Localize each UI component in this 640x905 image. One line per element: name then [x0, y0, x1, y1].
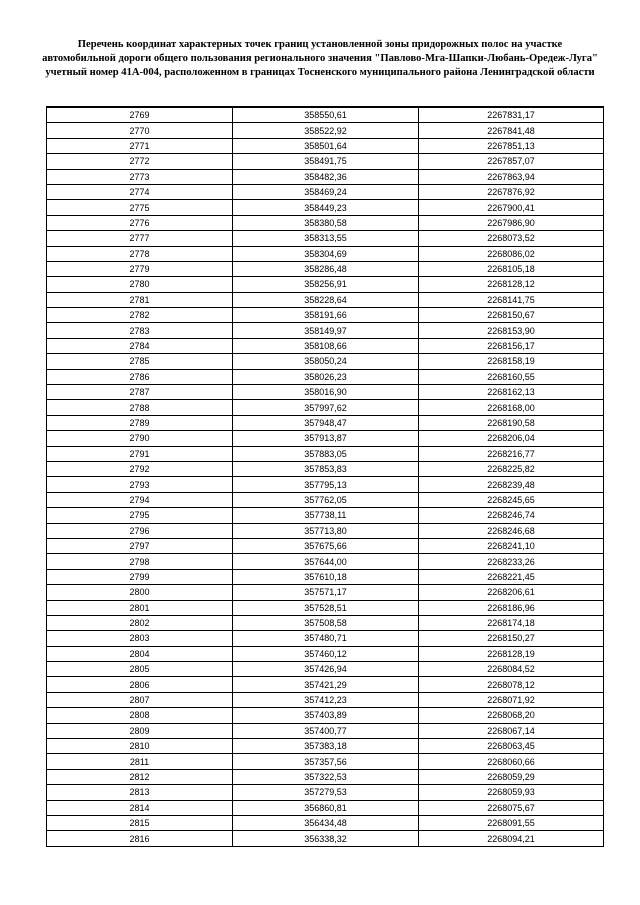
table-row — [47, 400, 604, 415]
table-row — [47, 431, 604, 446]
y-coordinate-cell: 2267857,07 — [419, 154, 604, 169]
table-row — [47, 554, 604, 569]
point-number-cell: 2774 — [47, 184, 233, 199]
x-coordinate-cell: 358016,90 — [233, 385, 419, 400]
point-number-cell: 2816 — [47, 831, 233, 846]
point-number-cell: 2803 — [47, 631, 233, 646]
table-row — [47, 631, 604, 646]
table-row — [47, 754, 604, 769]
point-number-cell: 2807 — [47, 692, 233, 707]
y-coordinate-cell: 2268246,74 — [419, 508, 604, 523]
point-number-cell: 2790 — [47, 431, 233, 446]
x-coordinate-cell: 357883,05 — [233, 446, 419, 461]
table-row — [47, 323, 604, 338]
table-row — [47, 677, 604, 692]
y-coordinate-cell: 2268141,75 — [419, 292, 604, 307]
x-coordinate-cell: 357357,56 — [233, 754, 419, 769]
table-row — [47, 369, 604, 384]
x-coordinate-cell: 358286,48 — [233, 261, 419, 276]
table-row — [47, 123, 604, 138]
point-number-cell: 2815 — [47, 815, 233, 830]
point-number-cell: 2776 — [47, 215, 233, 230]
x-coordinate-cell: 356434,48 — [233, 815, 419, 830]
point-number-cell: 2772 — [47, 154, 233, 169]
point-number-cell: 2782 — [47, 308, 233, 323]
table-row — [47, 723, 604, 738]
point-number-cell: 2806 — [47, 677, 233, 692]
point-number-cell: 2798 — [47, 554, 233, 569]
point-number-cell: 2773 — [47, 169, 233, 184]
point-number-cell: 2793 — [47, 477, 233, 492]
point-number-cell: 2778 — [47, 246, 233, 261]
point-number-cell: 2794 — [47, 492, 233, 507]
y-coordinate-cell: 2268206,61 — [419, 585, 604, 600]
x-coordinate-cell: 357383,18 — [233, 739, 419, 754]
y-coordinate-cell: 2268150,27 — [419, 631, 604, 646]
x-coordinate-cell: 358304,69 — [233, 246, 419, 261]
x-coordinate-cell: 358522,92 — [233, 123, 419, 138]
x-coordinate-cell: 358491,75 — [233, 154, 419, 169]
y-coordinate-cell: 2268246,68 — [419, 523, 604, 538]
table-row — [47, 800, 604, 815]
x-coordinate-cell: 357795,13 — [233, 477, 419, 492]
y-coordinate-cell: 2268206,04 — [419, 431, 604, 446]
y-coordinate-cell: 2268150,67 — [419, 308, 604, 323]
point-number-cell: 2804 — [47, 646, 233, 661]
x-coordinate-cell: 357913,87 — [233, 431, 419, 446]
point-number-cell: 2785 — [47, 354, 233, 369]
x-coordinate-cell: 358228,64 — [233, 292, 419, 307]
y-coordinate-cell: 2268174,18 — [419, 615, 604, 630]
x-coordinate-cell: 358026,23 — [233, 369, 419, 384]
x-coordinate-cell: 357412,23 — [233, 692, 419, 707]
y-coordinate-cell: 2268075,67 — [419, 800, 604, 815]
y-coordinate-cell: 2268186,96 — [419, 600, 604, 615]
document-title: Перечень координат характерных точек границ установленной зоны придорожных полос на участке автомобильной дороги общего пользования регионального значения "Павлово-Мга-Шапки-Любань-Оредеж-Луга" учетный номер 41А-004, расположенном в границах Тосненского муниципального района Ленинградской области — [42, 39, 598, 78]
y-coordinate-cell: 2268059,29 — [419, 769, 604, 784]
point-number-cell: 2792 — [47, 461, 233, 476]
y-coordinate-cell: 2268086,02 — [419, 246, 604, 261]
y-coordinate-cell: 2268060,66 — [419, 754, 604, 769]
point-number-cell: 2809 — [47, 723, 233, 738]
table-row — [47, 646, 604, 661]
x-coordinate-cell: 357853,83 — [233, 461, 419, 476]
y-coordinate-cell: 2268071,92 — [419, 692, 604, 707]
point-number-cell: 2811 — [47, 754, 233, 769]
x-coordinate-cell: 357426,94 — [233, 662, 419, 677]
x-coordinate-cell: 357997,62 — [233, 400, 419, 415]
table-row — [47, 277, 604, 292]
table-row — [47, 215, 604, 230]
y-coordinate-cell: 2268059,93 — [419, 785, 604, 800]
x-coordinate-cell: 356338,32 — [233, 831, 419, 846]
y-coordinate-cell: 2267863,94 — [419, 169, 604, 184]
point-number-cell: 2810 — [47, 739, 233, 754]
table-row — [47, 739, 604, 754]
point-number-cell: 2791 — [47, 446, 233, 461]
y-coordinate-cell: 2268078,12 — [419, 677, 604, 692]
y-coordinate-cell: 2268063,45 — [419, 739, 604, 754]
y-coordinate-cell: 2268158,19 — [419, 354, 604, 369]
table-row — [47, 231, 604, 246]
x-coordinate-cell: 357948,47 — [233, 415, 419, 430]
x-coordinate-cell: 358482,36 — [233, 169, 419, 184]
coordinates-table — [46, 106, 604, 847]
x-coordinate-cell: 357571,17 — [233, 585, 419, 600]
x-coordinate-cell: 357528,51 — [233, 600, 419, 615]
x-coordinate-cell: 357508,58 — [233, 615, 419, 630]
point-number-cell: 2805 — [47, 662, 233, 677]
point-number-cell: 2799 — [47, 569, 233, 584]
point-number-cell: 2787 — [47, 385, 233, 400]
table-row — [47, 508, 604, 523]
table-row — [47, 184, 604, 199]
table-row — [47, 769, 604, 784]
y-coordinate-cell: 2268105,18 — [419, 261, 604, 276]
coordinates-table-body — [47, 107, 604, 846]
table-row — [47, 523, 604, 538]
table-row — [47, 692, 604, 707]
point-number-cell: 2813 — [47, 785, 233, 800]
point-number-cell: 2796 — [47, 523, 233, 538]
x-coordinate-cell: 357480,71 — [233, 631, 419, 646]
x-coordinate-cell: 358501,64 — [233, 138, 419, 153]
y-coordinate-cell: 2268128,12 — [419, 277, 604, 292]
x-coordinate-cell: 358380,58 — [233, 215, 419, 230]
point-number-cell: 2800 — [47, 585, 233, 600]
y-coordinate-cell: 2268068,20 — [419, 708, 604, 723]
x-coordinate-cell: 357322,53 — [233, 769, 419, 784]
x-coordinate-cell: 356860,81 — [233, 800, 419, 815]
table-row — [47, 538, 604, 553]
point-number-cell: 2780 — [47, 277, 233, 292]
table-row — [47, 415, 604, 430]
table-row — [47, 569, 604, 584]
table-row — [47, 600, 604, 615]
y-coordinate-cell: 2268084,52 — [419, 662, 604, 677]
point-number-cell: 2777 — [47, 231, 233, 246]
y-coordinate-cell: 2268241,10 — [419, 538, 604, 553]
table-row — [47, 785, 604, 800]
table-row — [47, 138, 604, 153]
point-number-cell: 2769 — [47, 107, 233, 123]
y-coordinate-cell: 2267986,90 — [419, 215, 604, 230]
point-number-cell: 2771 — [47, 138, 233, 153]
x-coordinate-cell: 358449,23 — [233, 200, 419, 215]
y-coordinate-cell: 2268091,55 — [419, 815, 604, 830]
x-coordinate-cell: 357738,11 — [233, 508, 419, 523]
x-coordinate-cell: 357610,18 — [233, 569, 419, 584]
y-coordinate-cell: 2268245,65 — [419, 492, 604, 507]
x-coordinate-cell: 358469,24 — [233, 184, 419, 199]
table-row — [47, 154, 604, 169]
y-coordinate-cell: 2268168,00 — [419, 400, 604, 415]
table-row — [47, 200, 604, 215]
point-number-cell: 2802 — [47, 615, 233, 630]
table-row — [47, 477, 604, 492]
y-coordinate-cell: 2268067,14 — [419, 723, 604, 738]
x-coordinate-cell: 357400,77 — [233, 723, 419, 738]
point-number-cell: 2779 — [47, 261, 233, 276]
y-coordinate-cell: 2268160,55 — [419, 369, 604, 384]
point-number-cell: 2812 — [47, 769, 233, 784]
point-number-cell: 2808 — [47, 708, 233, 723]
x-coordinate-cell: 358050,24 — [233, 354, 419, 369]
y-coordinate-cell: 2268128,19 — [419, 646, 604, 661]
x-coordinate-cell: 357675,66 — [233, 538, 419, 553]
x-coordinate-cell: 357762,05 — [233, 492, 419, 507]
y-coordinate-cell: 2267900,41 — [419, 200, 604, 215]
table-row — [47, 662, 604, 677]
y-coordinate-cell: 2268239,48 — [419, 477, 604, 492]
table-row — [47, 615, 604, 630]
table-row — [47, 385, 604, 400]
x-coordinate-cell: 358191,66 — [233, 308, 419, 323]
table-row — [47, 107, 604, 123]
table-row — [47, 338, 604, 353]
point-number-cell: 2775 — [47, 200, 233, 215]
y-coordinate-cell: 2268162,13 — [419, 385, 604, 400]
table-row — [47, 246, 604, 261]
table-row — [47, 461, 604, 476]
y-coordinate-cell: 2267876,92 — [419, 184, 604, 199]
table-row — [47, 292, 604, 307]
y-coordinate-cell: 2267831,17 — [419, 107, 604, 123]
table-row — [47, 708, 604, 723]
table-row — [47, 831, 604, 846]
x-coordinate-cell: 357421,29 — [233, 677, 419, 692]
x-coordinate-cell: 358149,97 — [233, 323, 419, 338]
x-coordinate-cell: 358313,55 — [233, 231, 419, 246]
y-coordinate-cell: 2268221,45 — [419, 569, 604, 584]
point-number-cell: 2814 — [47, 800, 233, 815]
y-coordinate-cell: 2268094,21 — [419, 831, 604, 846]
x-coordinate-cell: 357279,53 — [233, 785, 419, 800]
y-coordinate-cell: 2268156,17 — [419, 338, 604, 353]
point-number-cell: 2784 — [47, 338, 233, 353]
point-number-cell: 2788 — [47, 400, 233, 415]
point-number-cell: 2801 — [47, 600, 233, 615]
point-number-cell: 2795 — [47, 508, 233, 523]
point-number-cell: 2789 — [47, 415, 233, 430]
y-coordinate-cell: 2268233,26 — [419, 554, 604, 569]
x-coordinate-cell: 357644,00 — [233, 554, 419, 569]
x-coordinate-cell: 358108,66 — [233, 338, 419, 353]
point-number-cell: 2770 — [47, 123, 233, 138]
table-row — [47, 308, 604, 323]
point-number-cell: 2781 — [47, 292, 233, 307]
table-row — [47, 446, 604, 461]
x-coordinate-cell: 357403,89 — [233, 708, 419, 723]
y-coordinate-cell: 2267851,13 — [419, 138, 604, 153]
table-row — [47, 492, 604, 507]
x-coordinate-cell: 358256,91 — [233, 277, 419, 292]
table-row — [47, 815, 604, 830]
y-coordinate-cell: 2268225,82 — [419, 461, 604, 476]
y-coordinate-cell: 2267841,48 — [419, 123, 604, 138]
table-row — [47, 354, 604, 369]
point-number-cell: 2783 — [47, 323, 233, 338]
y-coordinate-cell: 2268216,77 — [419, 446, 604, 461]
y-coordinate-cell: 2268190,58 — [419, 415, 604, 430]
point-number-cell: 2797 — [47, 538, 233, 553]
table-row — [47, 169, 604, 184]
y-coordinate-cell: 2268073,52 — [419, 231, 604, 246]
x-coordinate-cell: 358550,61 — [233, 107, 419, 123]
point-number-cell: 2786 — [47, 369, 233, 384]
x-coordinate-cell: 357713,80 — [233, 523, 419, 538]
x-coordinate-cell: 357460,12 — [233, 646, 419, 661]
table-row — [47, 585, 604, 600]
y-coordinate-cell: 2268153,90 — [419, 323, 604, 338]
table-row — [47, 261, 604, 276]
